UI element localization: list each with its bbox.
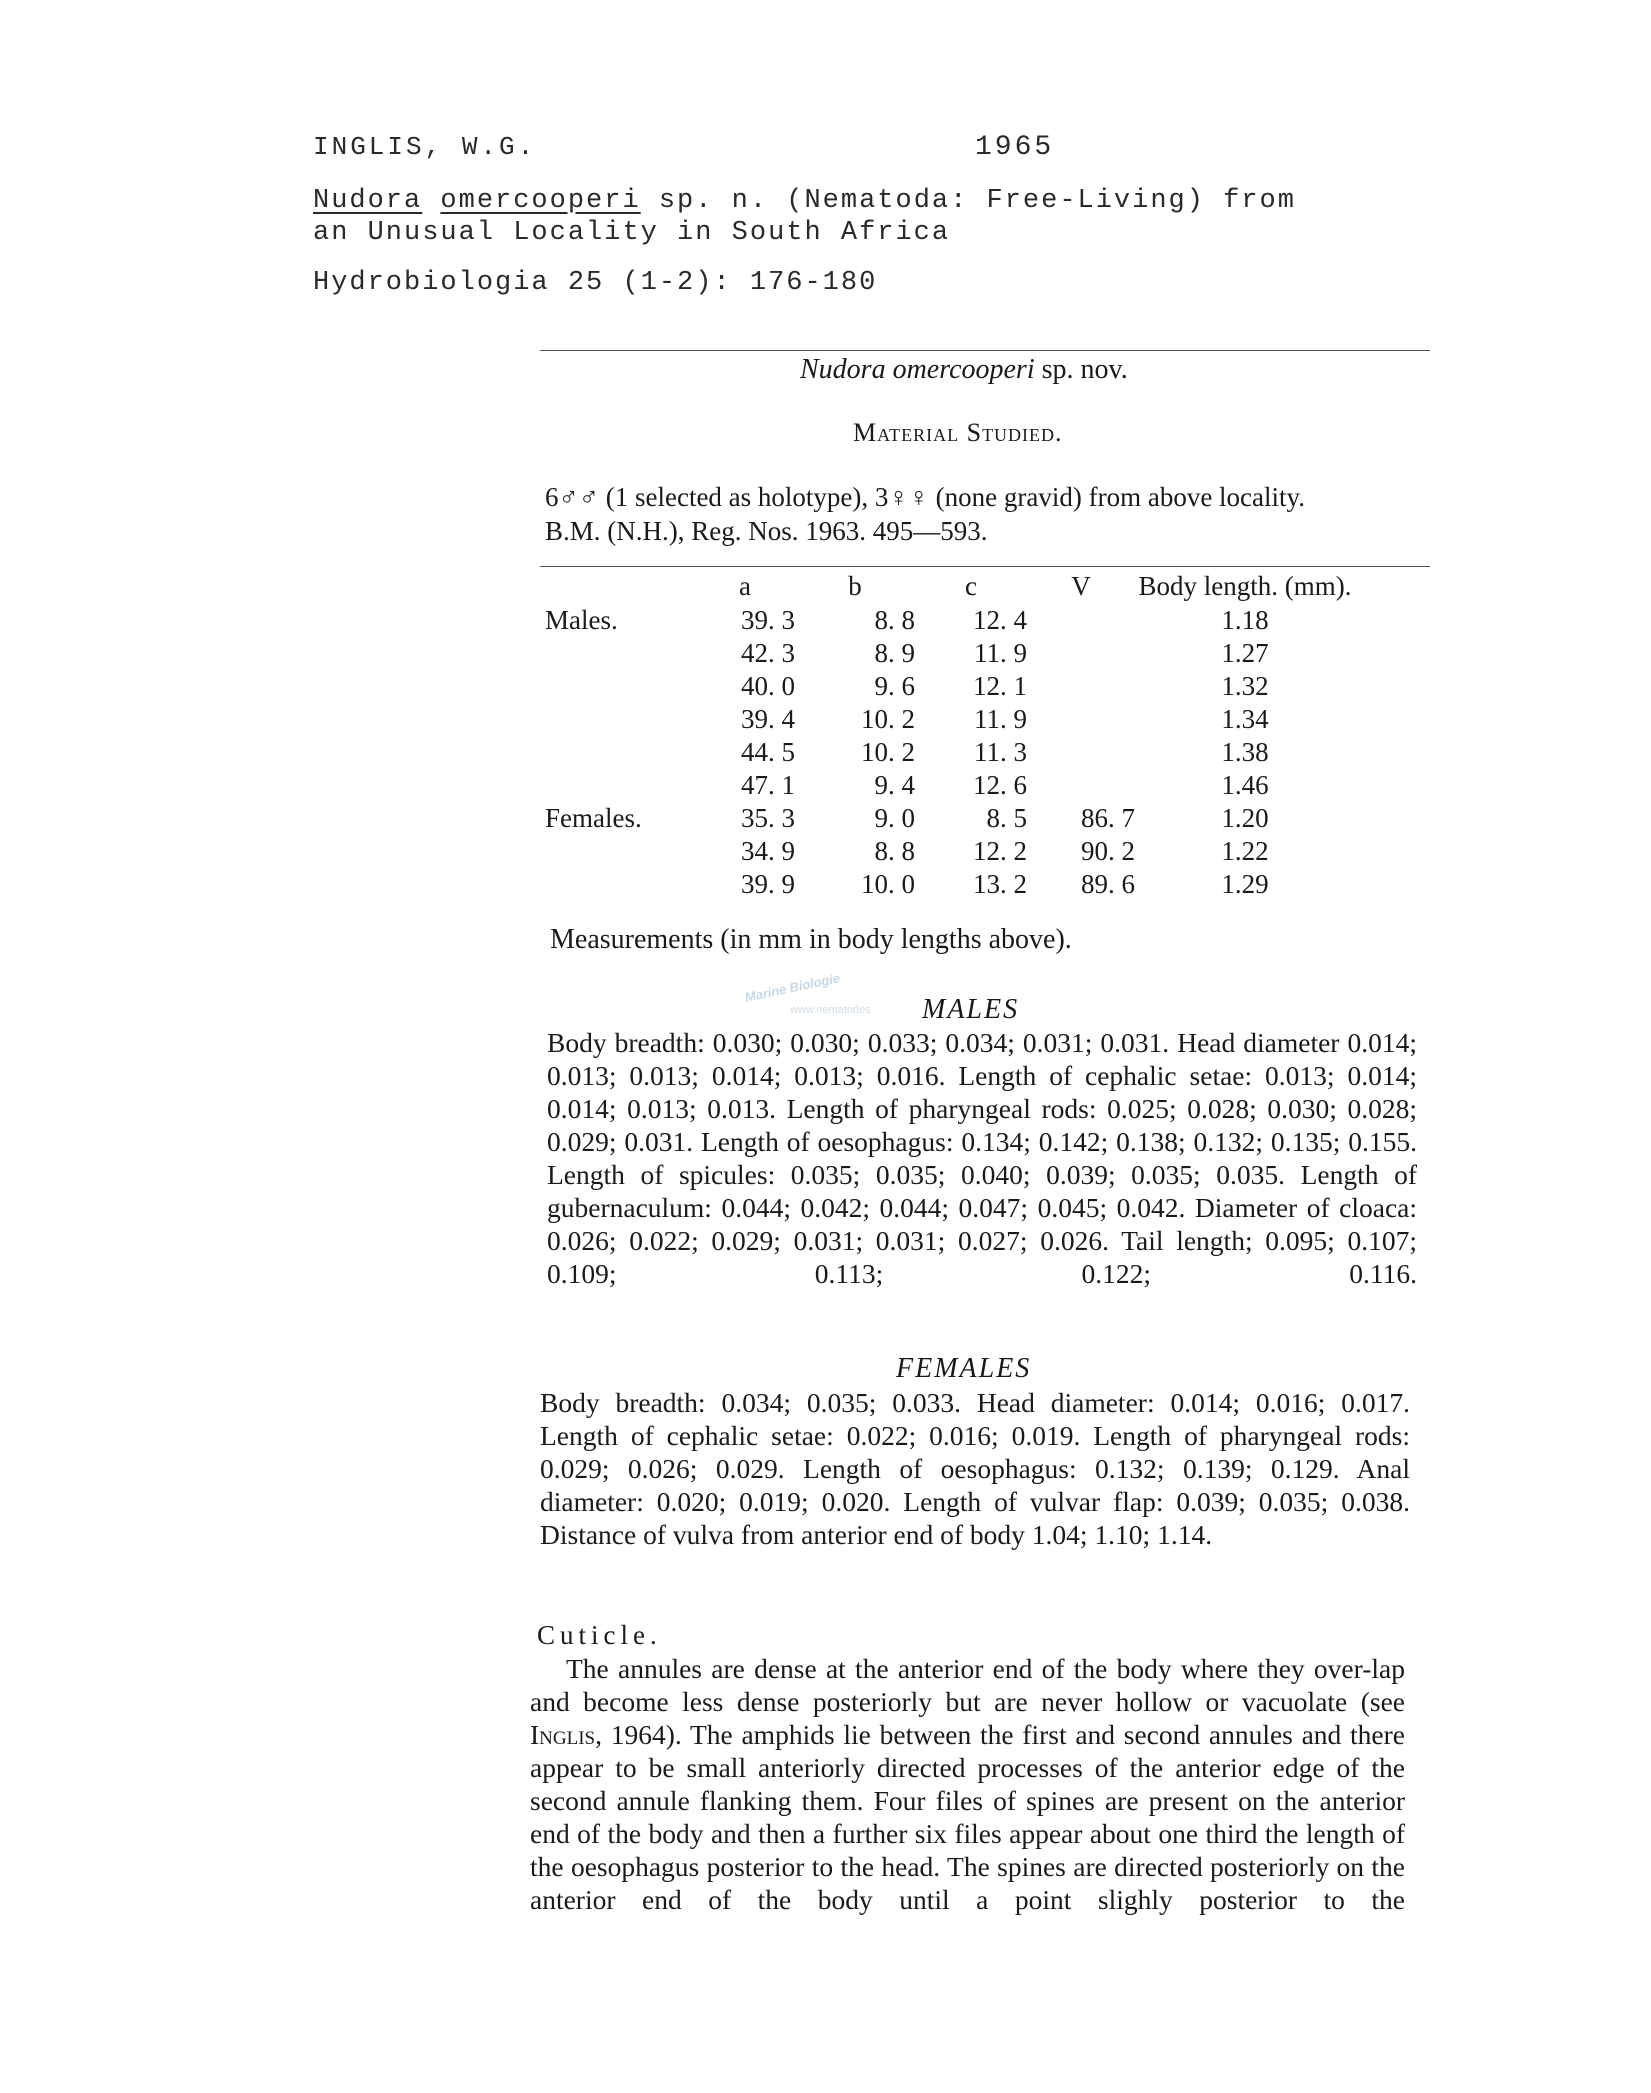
reference-year: 1965 [975,132,1055,163]
cell-body-length: 1.18 [1221,605,1269,635]
cell-v: 86. 7 [1081,803,1135,833]
row-label [545,769,695,802]
cell-c: 13. 2 [973,869,1027,899]
row-label [545,736,695,769]
cell-c: 11. 9 [974,638,1027,668]
cuticle-heading: Cuticle. [537,1620,662,1650]
row-label [545,670,695,703]
watermark-line-1: Marine Biologie [743,970,842,1005]
cell-v: 90. 2 [1081,836,1135,866]
cell-v [1027,703,1135,736]
table-row [545,604,1355,637]
cell-c: 12. 1 [973,671,1027,701]
row-label: Males. [545,605,618,635]
cuticle-paragraph [530,1652,1405,1916]
header-a: a [739,570,751,601]
citation-author: Inglis [530,1719,596,1750]
cell-v [1027,637,1135,670]
cell-a: 42. 3 [741,638,795,668]
row-label: Females. [545,803,642,833]
cell-a: 44. 5 [741,737,795,767]
reference-title-genus: Nudora [313,186,423,216]
table-divider [540,566,1430,567]
species-suffix: sp. nov. [1041,354,1128,385]
table-row [545,802,1355,835]
header-c: c [965,570,977,601]
watermark-line-2: www.nematodes [790,1004,871,1016]
header-label [545,568,695,604]
table-row [545,736,1355,769]
header-b: b [848,570,862,601]
cell-a: 39. 9 [741,869,795,899]
cell-b: 9. 4 [874,770,915,800]
cell-body-length: 1.27 [1221,638,1269,668]
cell-a: 35. 3 [741,803,795,833]
reference-title-line1 [313,186,1296,216]
cell-body-length: 1.20 [1221,803,1269,833]
cell-v [1027,769,1135,802]
table-row [545,703,1355,736]
row-label [545,703,695,736]
cuticle-text-before: The annules are dense at the anterior end of the body where they over-lap and become less dense posteriorly but are never hollow or vacuolate (see [530,1653,1405,1717]
cell-b: 10. 2 [861,704,915,734]
cell-a: 39. 4 [741,704,795,734]
table-header-row [545,568,1355,604]
species-title [800,354,1128,386]
reference-title-species: omercooperi [440,186,641,216]
cell-b: 8. 8 [874,836,915,866]
species-name: Nudora omercooperi [800,354,1035,385]
table-row [545,835,1355,868]
cell-b: 8. 8 [874,605,915,635]
cell-c: 8. 5 [986,803,1027,833]
row-label [545,868,695,901]
material-heading: Material Studied. [853,418,1063,447]
table-row [545,670,1355,703]
cell-v [1027,670,1135,703]
row-label [545,637,695,670]
cell-c: 12. 2 [973,836,1027,866]
cell-v: 89. 6 [1081,869,1135,899]
table-row [545,637,1355,670]
females-paragraph: Body breadth: 0.034; 0.035; 0.033. Head diameter: 0.014; 0.016; 0.017. Length of cephalic setae: 0.022; 0.016; 0.019. Length of pharyngeal rods: 0.029; 0.026; 0.029. Length of oesophagus: 0.132; 0.139; 0.129. Anal diameter: 0.020; 0.019; 0.020. Length of vulvar flap: 0.039; 0.035; 0.038. Distance of vulva from anterior end of body 1.04; 1.10; 1.14. [540,1387,1410,1550]
cell-body-length: 1.38 [1221,737,1269,767]
cell-b: 9. 0 [874,803,915,833]
cell-v [1027,736,1135,769]
cell-body-length: 1.22 [1221,836,1269,866]
cell-c: 12. 6 [973,770,1027,800]
cell-body-length: 1.46 [1221,770,1269,800]
cell-body-length: 1.29 [1221,869,1269,899]
females-heading: FEMALES [896,1353,1032,1384]
material-line-2: B.M. (N.H.), Reg. Nos. 1963. 495—593. [545,516,988,546]
reference-author: INGLIS, W.G. [313,132,537,162]
cell-a: 39. 3 [741,605,795,635]
header-v: V [1071,570,1091,601]
cell-body-length: 1.34 [1221,704,1269,734]
cell-a: 40. 0 [741,671,795,701]
cell-c: 12. 4 [973,605,1027,635]
header-body-length: Body length. (mm). [1138,570,1352,601]
cell-a: 47. 1 [741,770,795,800]
males-heading: MALES [922,994,1020,1025]
reference-title-line2: an Unusual Locality in South Africa [313,218,951,248]
cell-c: 11. 3 [974,737,1027,767]
cell-v [1027,604,1135,637]
measurements-table [545,568,1355,901]
material-line-1: 6♂♂ (1 selected as holotype), 3♀♀ (none gravid) from above locality. [545,482,1306,512]
males-paragraph: Body breadth: 0.030; 0.030; 0.033; 0.034; 0.031; 0.031. Head diameter 0.014; 0.013; 0.013; 0.014; 0.013; 0.016. Length of cephalic setae: 0.013; 0.014; 0.014; 0.013; 0.013. Length of pharyngeal rods: 0.025; 0.028; 0.030; 0.028; 0.029; 0.031. Length of oesophagus: 0.134; 0.142; 0.138; 0.132; 0.135; 0.155. Length of spicules: 0.035; 0.035; 0.040; 0.039; 0.035; 0.035. Length of gubernaculum: 0.044; 0.042; 0.044; 0.047; 0.045; 0.042. Diameter of cloaca: 0.026; 0.022; 0.029; 0.031; 0.031; 0.027; 0.026. Tail length; 0.095; 0.107; 0.109; 0.113; 0.122; 0.116. [547,1027,1417,1289]
measurements-note: Measurements (in mm in body lengths above). [550,924,1072,955]
reference-journal: Hydrobiologia 25 (1-2): 176-180 [313,268,878,298]
row-label [545,835,695,868]
cell-b: 10. 0 [861,869,915,899]
cell-c: 11. 9 [974,704,1027,734]
top-divider [540,350,1430,351]
cell-b: 8. 9 [874,638,915,668]
cell-body-length: 1.32 [1221,671,1269,701]
cuticle-text-after: , 1964). The amphids lie between the first and second annules and there appear to be small anteriorly directed processes of the anterior edge of the second annule flanking them. Four files of spines are present on the anterior end of the body and then a further six files appear about one third the length of the oesophagus posterior to the head. The spines are directed posteriorly on the anterior end of the body until a point slighly posterior to the [530,1719,1405,1915]
table-row [545,868,1355,901]
cell-b: 10. 2 [861,737,915,767]
table-row [545,769,1355,802]
cell-b: 9. 6 [874,671,915,701]
reference-title-rest: sp. n. (Nematoda: Free-Living) from [658,186,1296,216]
cell-a: 34. 9 [741,836,795,866]
